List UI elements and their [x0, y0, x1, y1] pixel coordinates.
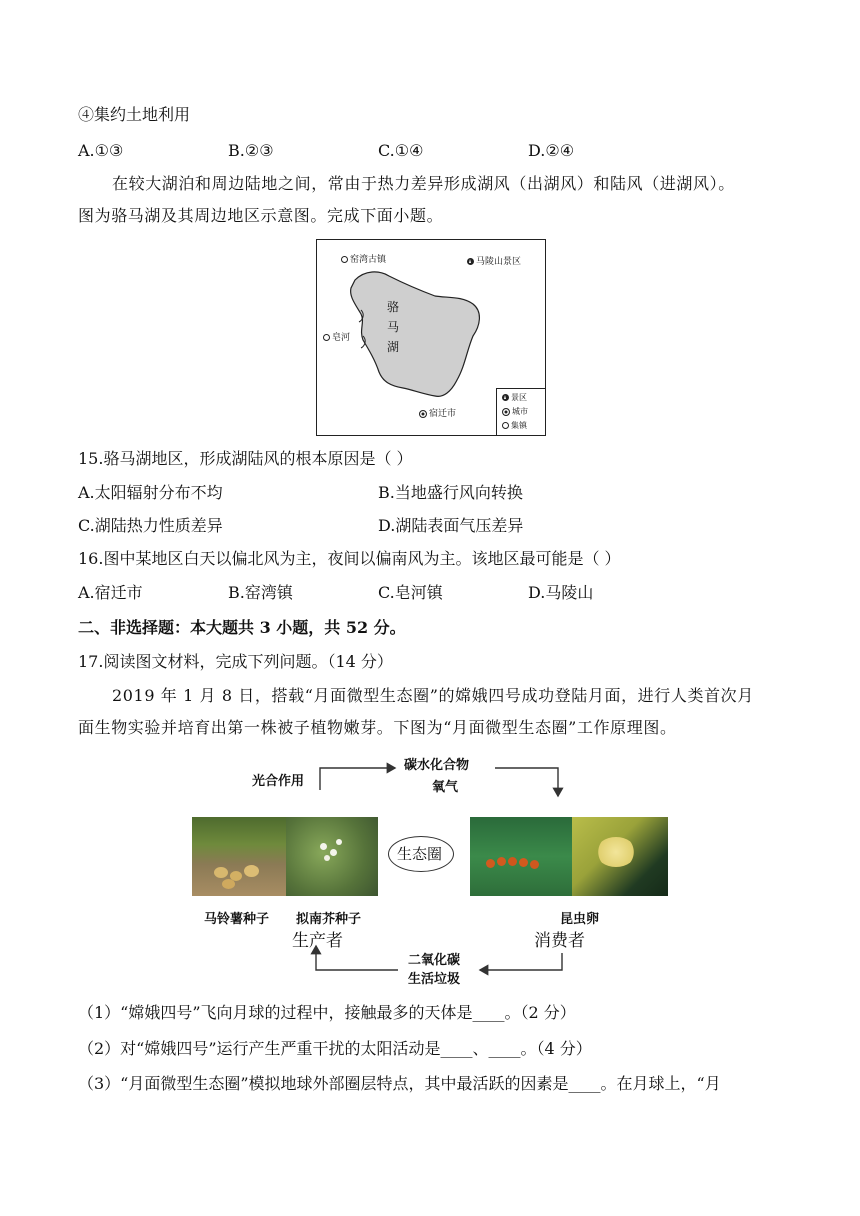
q15-stem: 15.骆马湖地区，形成湖陆风的根本原因是（ ） — [78, 449, 413, 468]
q15-choice-b: B.当地盛行风向转换 — [378, 483, 523, 502]
potato-seed-label: 马铃薯种子 — [204, 912, 270, 927]
producer-label: 生产者 — [292, 931, 343, 951]
town-icon — [341, 256, 348, 263]
q16-choice-d: D.马陵山 — [528, 583, 594, 602]
lake-char-2: 马 — [387, 320, 400, 334]
q14-choice-a: A.①③ — [78, 141, 124, 160]
potato-seed-photo — [192, 817, 286, 896]
luoma-lake-map — [316, 239, 546, 436]
insect-egg-photo-1 — [470, 817, 572, 896]
q15-choice-a: A.太阳辐射分布不均 — [78, 483, 223, 502]
legend-city: 城市 — [502, 406, 528, 417]
place-zaohe: 皂河 — [323, 330, 350, 343]
q14-choice-c: C.①④ — [378, 141, 424, 160]
lake-char-3: 湖 — [387, 340, 400, 354]
consumer-label: 消费者 — [534, 931, 585, 951]
town-icon — [502, 422, 509, 429]
q16-choice-c: C.皂河镇 — [378, 583, 443, 602]
carbohydrate-label: 碳水化合物 — [404, 758, 470, 773]
q17-para-line-2: 面生物实验并培育出第一株被子植物嫩芽。下图为“月面微型生态圈”工作原理图。 — [78, 718, 677, 737]
q17-para-line-1: 2019 年 1 月 8 日，搭载“月面微型生态圈”的嫦娥四号成功登陆月面，进行人类首次月 — [112, 686, 754, 705]
city-icon — [419, 410, 427, 418]
scenic-icon — [467, 258, 474, 265]
q16-choice-b: B.窑湾镇 — [228, 583, 293, 602]
q14-choice-d: D.②④ — [528, 141, 575, 160]
q15-choice-c: C.湖陆热力性质差异 — [78, 516, 223, 535]
intro-line-1: 在较大湖泊和周边陆地之间，常由于热力差异形成湖风（出湖风）和陆风（进湖风）。 — [112, 174, 735, 193]
q17-sub-3: （3）“月面微型生态圈”模拟地球外部圈层特点，其中最活跃的因素是____。在月球上，“月 — [78, 1074, 721, 1093]
legend-scenic: 景区 — [502, 392, 527, 403]
section-heading: 二、非选择题：本大题共 3 小题，共 52 分。 — [78, 618, 406, 637]
insect-egg-photo-2 — [572, 817, 668, 896]
scenic-icon — [502, 394, 509, 401]
town-icon — [323, 334, 330, 341]
ecosphere-label: 生态圈 — [397, 845, 443, 863]
map-legend — [496, 388, 546, 436]
city-icon — [502, 408, 510, 416]
intro-line-2: 图为骆马湖及其周边地区示意图。完成下面小题。 — [78, 206, 444, 225]
place-malingshan: 马陵山景区 — [467, 254, 521, 267]
arabidopsis-seed-label: 拟南芥种子 — [296, 912, 362, 927]
waste-label: 生活垃圾 — [408, 972, 461, 987]
legend-town: 集镇 — [502, 420, 527, 431]
q16-choice-a: A.宿迁市 — [78, 583, 143, 602]
photosynthesis-label: 光合作用 — [252, 774, 305, 789]
ecosphere-diagram — [190, 748, 670, 987]
co2-label: 二氧化碳 — [408, 953, 461, 968]
q15-choice-d: D.湖陆表面气压差异 — [378, 516, 524, 535]
q17-stem: 17.阅读图文材料，完成下列问题。（14 分） — [78, 652, 393, 671]
lake-char-1: 骆 — [387, 300, 400, 314]
q16-stem: 16.图中某地区白天以偏北风为主，夜间以偏南风为主。该地区最可能是（ ） — [78, 549, 621, 568]
arabidopsis-seed-photo — [286, 817, 378, 896]
q17-sub-2: （2）对“嫦娥四号”运行产生严重干扰的太阳活动是____、____。（4 分） — [78, 1039, 592, 1058]
place-suqian: 宿迁市 — [419, 406, 456, 419]
q17-sub-1: （1）“嫦娥四号”飞向月球的过程中，接触最多的天体是____。（2 分） — [78, 1003, 576, 1022]
q14-option-4: ④集约土地利用 — [78, 105, 191, 124]
place-yaowan: 窑湾古镇 — [341, 252, 386, 265]
oxygen-label: 氧气 — [432, 780, 459, 795]
q14-choice-b: B.②③ — [228, 141, 274, 160]
insect-egg-label: 昆虫卵 — [560, 912, 600, 927]
